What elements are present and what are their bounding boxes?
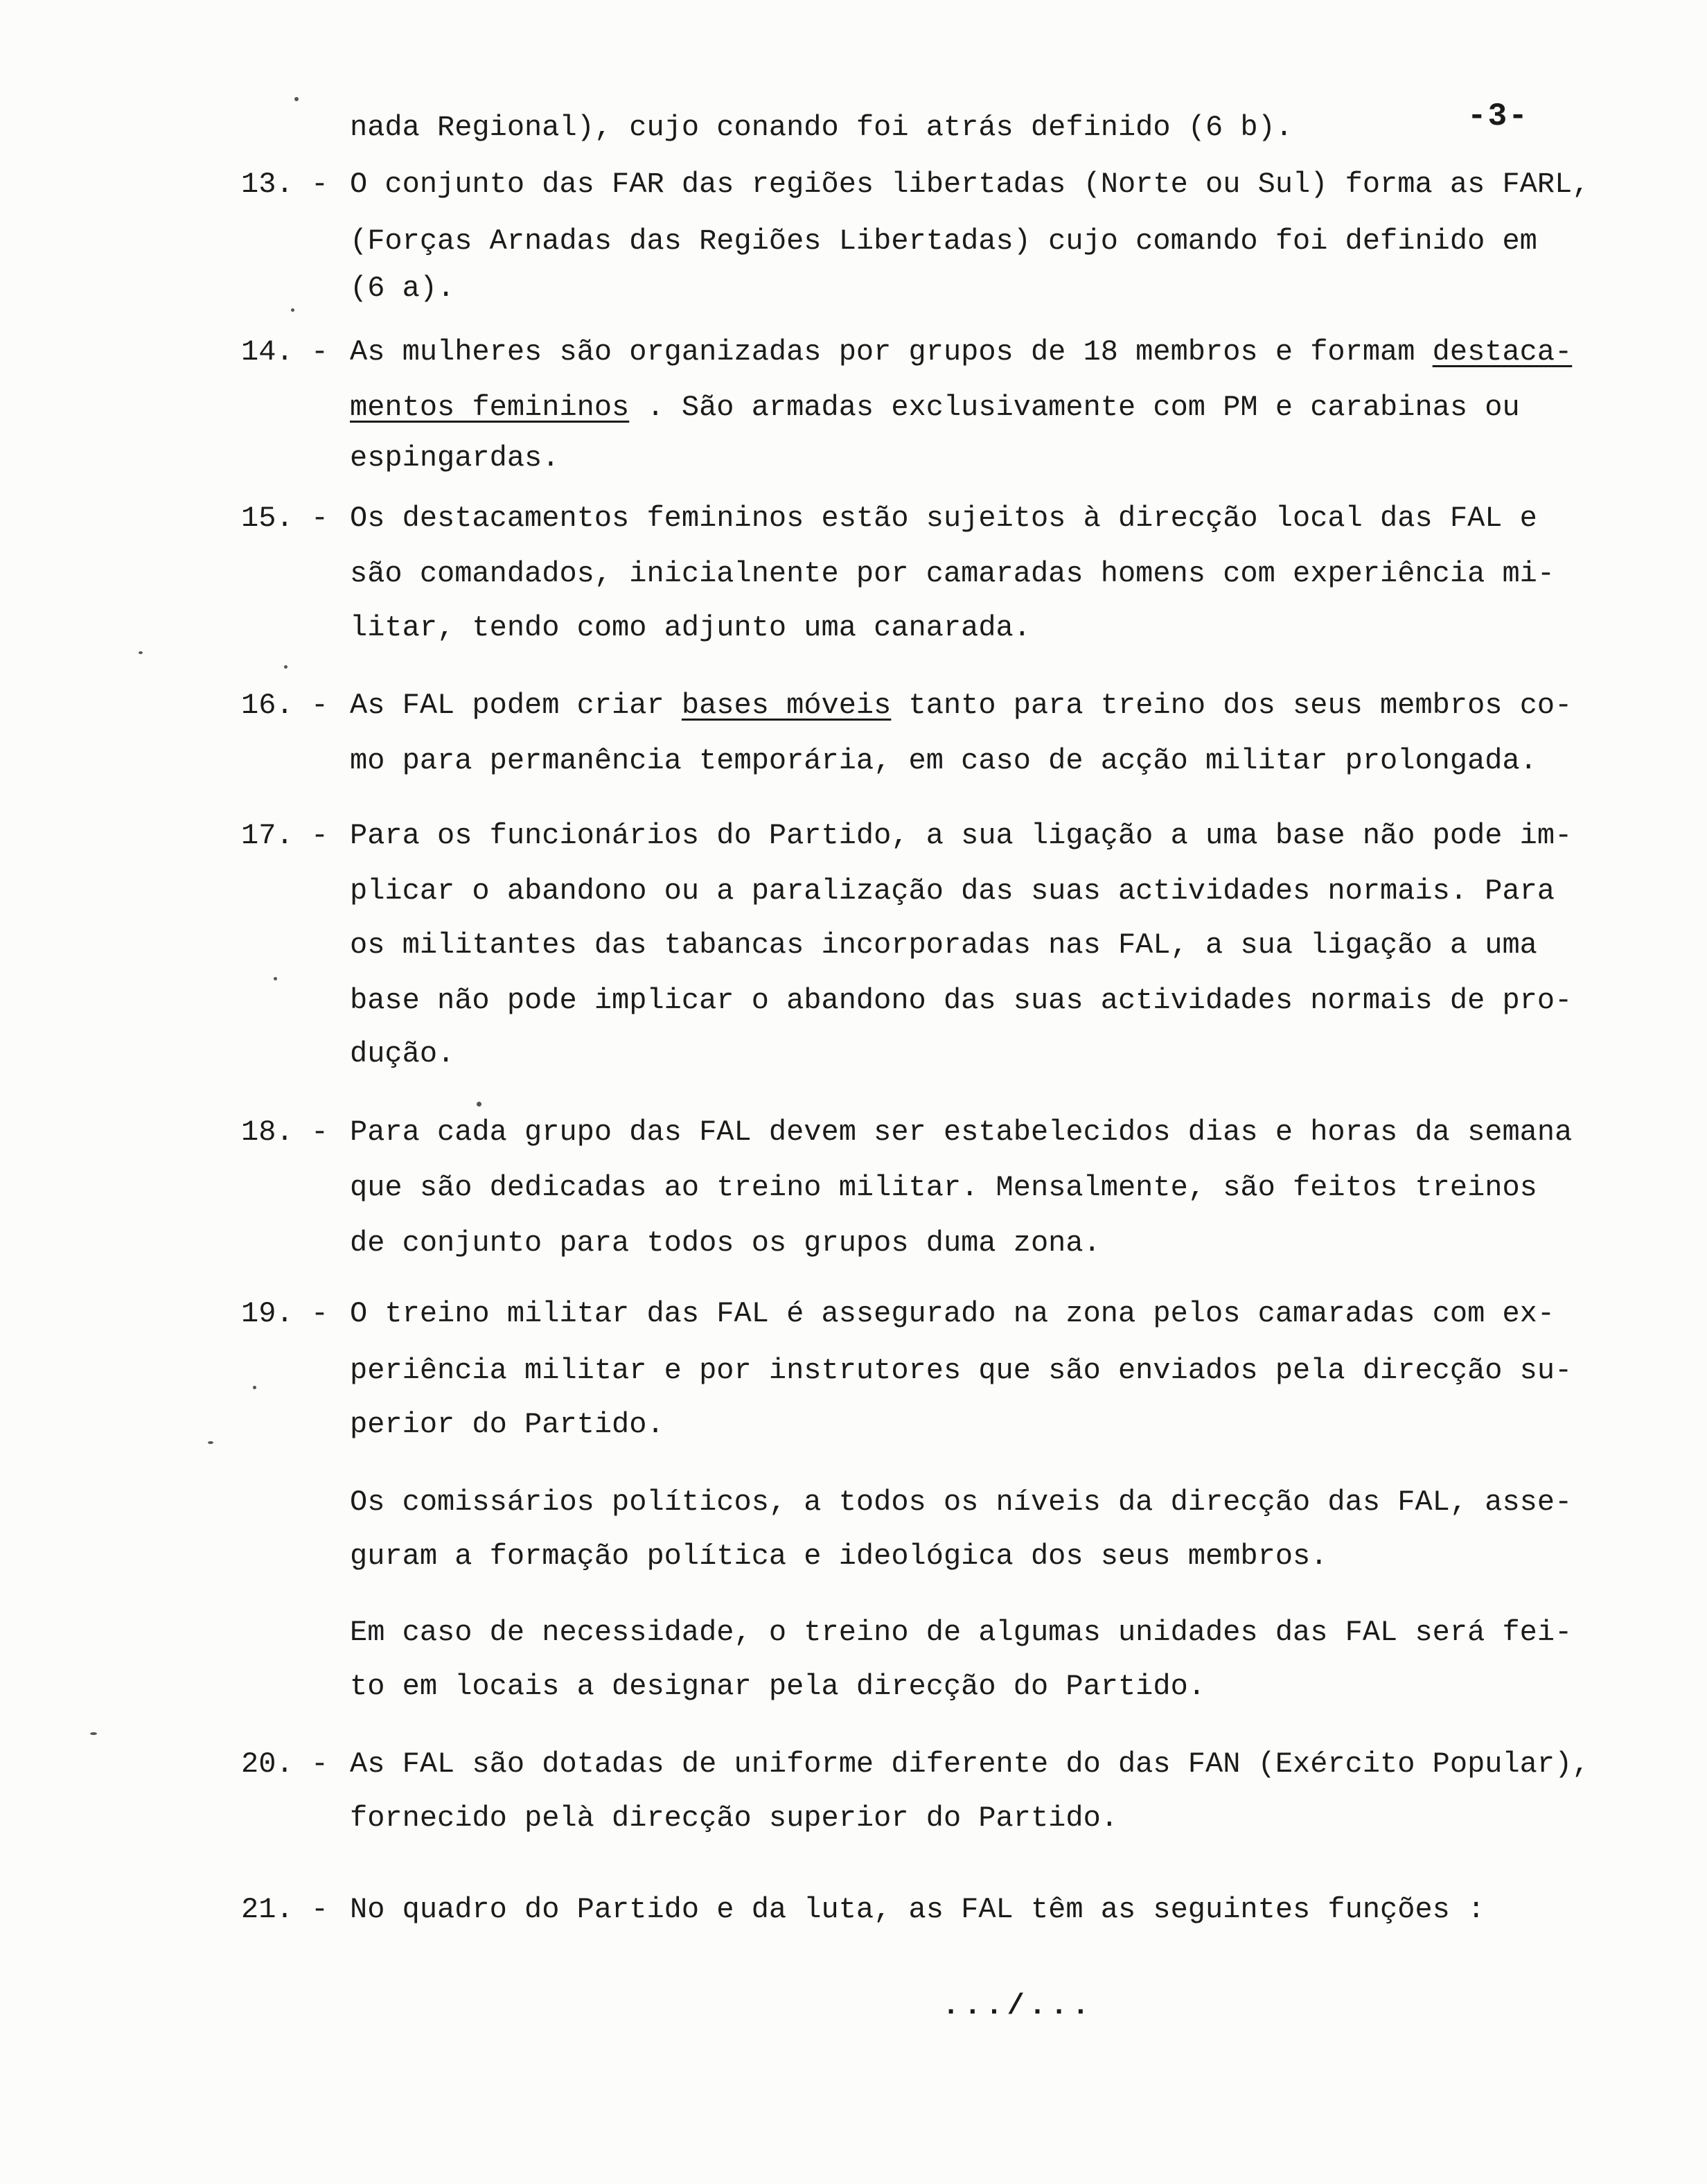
text-line: [350, 1397, 1576, 1452]
text-segment: perior do Partido.: [350, 1408, 664, 1441]
text-segment: litar, tendo como adjunto uma canarada.: [350, 611, 1031, 644]
text-line: [350, 1882, 1576, 1937]
text-line: [350, 324, 1576, 380]
text-segment: que são dedicadas ao treino militar. Mensalmente, são feitos treinos: [350, 1171, 1537, 1204]
text-line: [350, 100, 1576, 155]
item-number: 14. -: [241, 335, 329, 369]
text-line: [350, 1605, 1576, 1660]
text-segment: espingardas.: [350, 441, 560, 475]
text-segment: O conjunto das FAR das regiões libertadas (Norte ou Sul) forma as FARL,: [350, 168, 1590, 201]
text-segment: de conjunto para todos os grupos duma zona.: [350, 1226, 1101, 1260]
text-segment: Para os funcionários do Partido, a sua ligação a uma base não pode im-: [350, 819, 1573, 852]
item-number: 20. -: [241, 1747, 329, 1781]
text-line: [350, 430, 1576, 486]
text-line: [350, 491, 1576, 546]
text-line: [350, 1343, 1576, 1398]
text-segment: os militantes das tabancas incorporadas nas FAL, a sua ligação a uma: [350, 928, 1537, 962]
text-segment: Em caso de necessidade, o treino de algumas unidades das FAL será fei-: [350, 1616, 1573, 1649]
text-line: [350, 1659, 1576, 1714]
text-line: [350, 1529, 1576, 1584]
text-segment: Os destacamentos femininos estão sujeitos à direcção local das FAL e: [350, 502, 1537, 535]
text-segment: Para cada grupo das FAL devem ser estabelecidos dias e horas da semana: [350, 1116, 1573, 1149]
text-line: [350, 1160, 1576, 1215]
text-segment: dução.: [350, 1037, 455, 1071]
continuation-mark: .../...: [942, 1989, 1094, 2023]
text-line: [350, 678, 1576, 733]
text-line: [350, 808, 1576, 863]
text-segment: (6 a).: [350, 272, 455, 305]
text-line: [350, 380, 1576, 435]
text-line: [350, 1215, 1576, 1271]
text-line: [350, 733, 1576, 789]
text-segment: fornecido pelà direcção superior do Partido.: [350, 1802, 1118, 1835]
underlined-text: mentos femininos: [350, 391, 630, 424]
text-segment: periência militar e por instrutores que são enviados pela direcção su-: [350, 1354, 1573, 1387]
text-segment: (Forças Arnadas das Regiões Libertadas) cujo comando foi definido em: [350, 224, 1537, 258]
scan-speck: [208, 1441, 213, 1444]
text-segment: As FAL podem criar: [350, 689, 682, 722]
item-number: 19. -: [241, 1297, 329, 1330]
scan-speck: [253, 1386, 256, 1389]
underlined-text: destaca-: [1432, 335, 1573, 369]
item-number: 21. -: [241, 1893, 329, 1926]
scan-speck: [274, 977, 277, 980]
item-number: 16. -: [241, 689, 329, 722]
scan-speck: [139, 651, 143, 654]
text-line: [350, 1026, 1576, 1082]
scan-speck: [90, 1732, 97, 1735]
text-segment: As FAL são dotadas de uniforme diferente do das FAN (Exército Popular),: [350, 1747, 1590, 1781]
text-segment: mo para permanência temporária, em caso de acção militar prolongada.: [350, 744, 1537, 777]
text-segment: tanto para treino dos seus membros co-: [891, 689, 1573, 722]
text-segment: Os comissários políticos, a todos os níveis da direcção das FAL, asse-: [350, 1486, 1573, 1519]
text-segment: O treino militar das FAL é assegurado na zona pelos camaradas com ex-: [350, 1297, 1555, 1330]
underlined-text: bases móveis: [681, 689, 892, 722]
text-line: [350, 863, 1576, 919]
item-number: 15. -: [241, 502, 329, 535]
text-line: [350, 1474, 1576, 1530]
text-line: [350, 1286, 1576, 1341]
text-segment: As mulheres são organizadas por grupos de 18 membros e formam: [350, 335, 1433, 369]
text-segment: guram a formação política e ideológica dos seus membros.: [350, 1540, 1328, 1573]
text-line: [350, 1736, 1590, 1792]
text-line: [350, 157, 1590, 212]
scan-speck: [294, 97, 299, 101]
text-line: [350, 917, 1576, 973]
text-line: [350, 600, 1576, 655]
page-number: -3-: [1467, 98, 1529, 134]
text-segment: No quadro do Partido e da luta, as FAL têm as seguintes funções :: [350, 1893, 1485, 1926]
text-segment: to em locais a designar pela direcção do Partido.: [350, 1670, 1206, 1703]
text-segment: são comandados, inicialnente por camaradas homens com experiência mi-: [350, 557, 1555, 590]
text-line: [350, 261, 1576, 316]
text-line: [350, 1790, 1576, 1846]
scan-speck: [477, 1102, 481, 1107]
item-number: 13. -: [241, 168, 329, 201]
item-number: 17. -: [241, 819, 329, 852]
item-number: 18. -: [241, 1116, 329, 1149]
text-line: [350, 1104, 1576, 1160]
text-line: [350, 973, 1576, 1028]
text-segment: nada Regional), cujo conando foi atrás definido (6 b).: [350, 111, 1293, 144]
text-segment: plicar o abandono ou a paralização das suas actividades normais. Para: [350, 874, 1555, 908]
text-segment: . São armadas exclusivamente com PM e carabinas ou: [629, 391, 1520, 424]
text-segment: base não pode implicar o abandono das suas actividades normais de pro-: [350, 984, 1573, 1017]
text-line: [350, 546, 1576, 601]
scan-speck: [291, 308, 294, 312]
scan-speck: [284, 665, 288, 669]
